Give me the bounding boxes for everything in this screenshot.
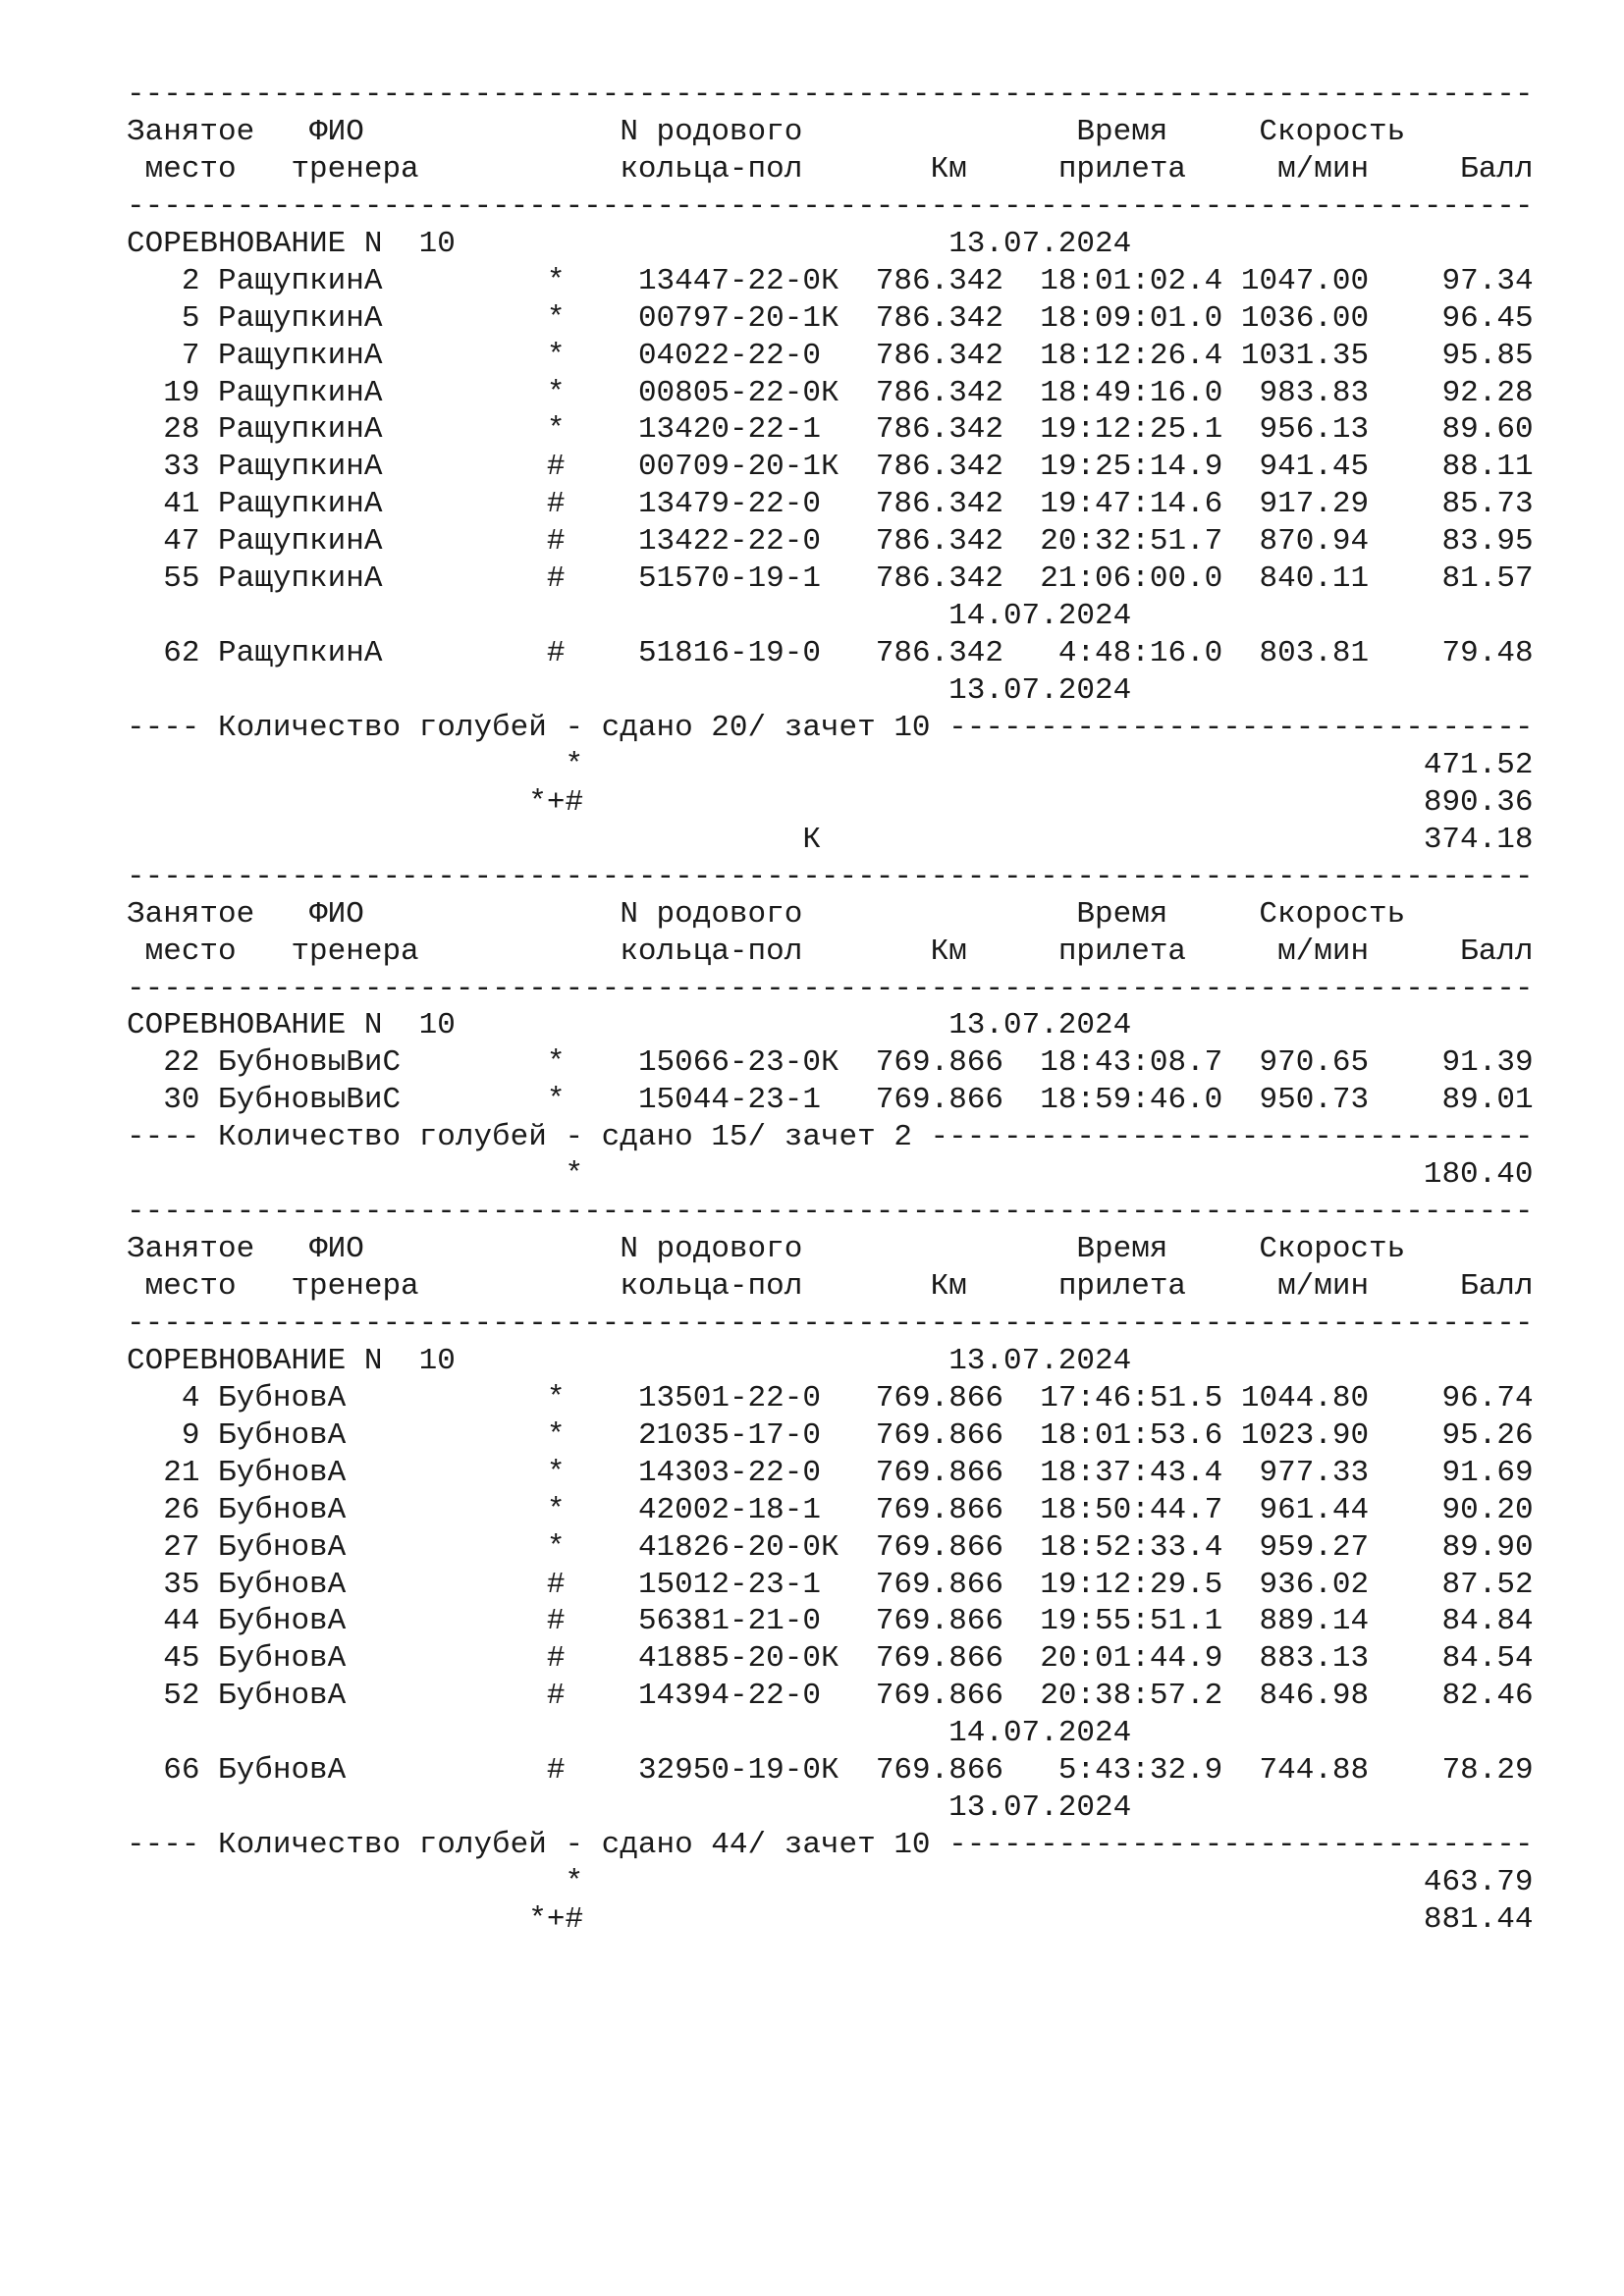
- col-name-label: ФИО: [309, 896, 364, 932]
- col-place-label: Занятое: [127, 1232, 255, 1267]
- trainer-cell: БубновА: [218, 1753, 347, 1789]
- score-cell: 84.54: [1441, 1641, 1534, 1677]
- score-cell: 88.11: [1441, 450, 1534, 485]
- col-time-sublabel: прилета: [1057, 934, 1187, 969]
- column-header-row-2: [127, 1268, 1550, 1306]
- time-cell: 19:12:25.1: [1040, 412, 1223, 448]
- mark-cell: *: [546, 375, 566, 410]
- trainer-cell: БубновыВиС: [218, 1045, 402, 1081]
- speed-cell: 936.02: [1259, 1567, 1370, 1602]
- ring-cell: 41826-20-0К: [637, 1529, 839, 1565]
- mark-cell: *: [546, 1045, 566, 1081]
- time-cell: 18:01:02.4: [1040, 263, 1223, 298]
- col-place-sublabel: место: [144, 934, 237, 969]
- time-cell: 19:25:14.9: [1040, 450, 1223, 485]
- competition-line: [127, 1007, 1550, 1044]
- table-row: [127, 1492, 1550, 1529]
- mark-cell: *: [546, 338, 566, 373]
- speed-cell: 977.33: [1259, 1455, 1370, 1490]
- col-time-label: Время: [1076, 896, 1168, 932]
- place-cell: 9: [181, 1417, 200, 1453]
- speed-cell: 1031.35: [1240, 338, 1370, 373]
- competition-label: СОРЕВНОВАНИЕ N: [127, 226, 383, 261]
- score-cell: 91.39: [1441, 1045, 1534, 1081]
- total-label: К: [802, 822, 821, 857]
- ring-cell: 15012-23-1: [637, 1567, 821, 1602]
- mark-cell: #: [546, 561, 566, 597]
- trainer-cell: БубновА: [218, 1604, 347, 1639]
- column-header-row-1: [127, 896, 1550, 934]
- place-cell: 33: [163, 450, 200, 485]
- place-cell: 41: [163, 487, 200, 522]
- col-speed-sublabel: м/мин: [1277, 151, 1370, 187]
- competition-line: [127, 226, 1550, 263]
- table-row: [127, 449, 1550, 486]
- time-cell: 18:43:08.7: [1040, 1045, 1223, 1081]
- ring-cell: 00805-22-0К: [637, 375, 839, 410]
- col-ring-label: N родового: [620, 896, 803, 932]
- total-value: 471.52: [1423, 747, 1534, 782]
- speed-cell: 917.29: [1259, 487, 1370, 522]
- col-speed-sublabel: м/мин: [1277, 1269, 1370, 1304]
- place-cell: 47: [163, 524, 200, 560]
- speed-cell: 744.88: [1259, 1753, 1370, 1789]
- divider: -----------------------------------------------------------------------------: [127, 188, 1534, 224]
- place-cell: 27: [163, 1529, 200, 1565]
- mark-cell: *: [546, 1417, 566, 1453]
- km-cell: 769.866: [875, 1455, 1004, 1490]
- km-cell: 786.342: [875, 412, 1004, 448]
- time-cell: 19:55:51.1: [1040, 1604, 1223, 1639]
- place-cell: 30: [163, 1083, 200, 1118]
- divider: -----------------------------------------------------------------------------: [127, 971, 1534, 1006]
- mark-cell: #: [546, 487, 566, 522]
- km-cell: 786.342: [875, 263, 1004, 298]
- col-ring-label: N родового: [620, 1232, 803, 1267]
- score-cell: 85.73: [1441, 487, 1534, 522]
- total-value: 180.40: [1423, 1157, 1534, 1193]
- total-label: *+#: [528, 784, 584, 820]
- mark-cell: #: [546, 1679, 566, 1714]
- trainer-cell: БубновыВиС: [218, 1083, 402, 1118]
- table-row: [127, 486, 1550, 523]
- competition-label: СОРЕВНОВАНИЕ N: [127, 1008, 383, 1043]
- trainer-cell: РащупкинА: [218, 375, 383, 410]
- table-row: [127, 1603, 1550, 1640]
- km-cell: 769.866: [875, 1604, 1004, 1639]
- speed-cell: 1023.90: [1240, 1417, 1370, 1453]
- mark-cell: *: [546, 412, 566, 448]
- table-row: [127, 1678, 1550, 1715]
- speed-cell: 959.27: [1259, 1529, 1370, 1565]
- trainer-cell: РащупкинА: [218, 263, 383, 298]
- trainer-cell: РащупкинА: [218, 338, 383, 373]
- col-time-label: Время: [1076, 1232, 1168, 1267]
- divider: -----------------------------------------------------------------------------: [127, 1306, 1534, 1341]
- col-ring-sublabel: кольца-пол: [620, 1269, 803, 1304]
- place-cell: 52: [163, 1679, 200, 1714]
- col-score-label: Балл: [1460, 151, 1534, 187]
- col-km-label: Км: [930, 151, 967, 187]
- score-cell: 92.28: [1441, 375, 1534, 410]
- col-place-label: Занятое: [127, 114, 255, 149]
- mark-cell: *: [546, 1083, 566, 1118]
- date-line: [127, 1789, 1550, 1827]
- speed-cell: 889.14: [1259, 1604, 1370, 1639]
- ring-cell: 04022-22-0: [637, 338, 821, 373]
- col-place-sublabel: место: [144, 1269, 237, 1304]
- ring-cell: 15044-23-1: [637, 1083, 821, 1118]
- col-speed-sublabel: м/мин: [1277, 934, 1370, 969]
- summary-line: ---- Количество голубей - сдано 15/ зачет 2 ---------------------------------: [127, 1120, 1534, 1155]
- mark-cell: #: [546, 450, 566, 485]
- km-cell: 769.866: [875, 1045, 1004, 1081]
- ring-cell: 14303-22-0: [637, 1455, 821, 1490]
- place-cell: 44: [163, 1604, 200, 1639]
- speed-cell: 840.11: [1259, 561, 1370, 597]
- km-cell: 769.866: [875, 1380, 1004, 1415]
- place-cell: 26: [163, 1492, 200, 1527]
- trainer-cell: БубновА: [218, 1641, 347, 1677]
- ring-cell: 32950-19-0К: [637, 1753, 839, 1789]
- table-row: [127, 338, 1550, 375]
- table-row: [127, 523, 1550, 561]
- table-row: [127, 1044, 1550, 1082]
- score-cell: 91.69: [1441, 1455, 1534, 1490]
- table-row: [127, 1082, 1550, 1119]
- column-header-row-1: [127, 1231, 1550, 1268]
- total-row: [127, 784, 1550, 822]
- score-cell: 89.90: [1441, 1529, 1534, 1565]
- speed-cell: 970.65: [1259, 1045, 1370, 1081]
- speed-cell: 983.83: [1259, 375, 1370, 410]
- km-cell: 786.342: [875, 636, 1004, 671]
- speed-cell: 941.45: [1259, 450, 1370, 485]
- km-cell: 769.866: [875, 1083, 1004, 1118]
- time-cell: 5:43:32.9: [1057, 1753, 1223, 1789]
- km-cell: 786.342: [875, 524, 1004, 560]
- place-cell: 4: [181, 1380, 200, 1415]
- score-cell: 87.52: [1441, 1567, 1534, 1602]
- col-km-label: Км: [930, 1269, 967, 1304]
- mark-cell: #: [546, 1567, 566, 1602]
- total-value: 890.36: [1423, 784, 1534, 820]
- competition-number: 10: [418, 1343, 456, 1378]
- score-cell: 96.45: [1441, 300, 1534, 336]
- table-row: [127, 635, 1550, 672]
- mark-cell: *: [546, 1492, 566, 1527]
- ring-cell: 41885-20-0К: [637, 1641, 839, 1677]
- trainer-cell: РащупкинА: [218, 487, 383, 522]
- score-cell: 90.20: [1441, 1492, 1534, 1527]
- place-cell: 45: [163, 1641, 200, 1677]
- ring-cell: 13447-22-0К: [637, 263, 839, 298]
- trainer-cell: РащупкинА: [218, 561, 383, 597]
- col-name-sublabel: тренера: [291, 151, 419, 187]
- time-cell: 18:49:16.0: [1040, 375, 1223, 410]
- time-cell: 18:01:53.6: [1040, 1417, 1223, 1453]
- speed-cell: 1044.80: [1240, 1380, 1370, 1415]
- time-cell: 19:47:14.6: [1040, 487, 1223, 522]
- trainer-cell: РащупкинА: [218, 636, 383, 671]
- table-row: [127, 300, 1550, 338]
- flight-date: 13.07.2024: [948, 1343, 1132, 1378]
- date-line: [127, 1715, 1550, 1752]
- km-cell: 786.342: [875, 338, 1004, 373]
- place-cell: 5: [181, 300, 200, 336]
- time-cell: 18:52:33.4: [1040, 1529, 1223, 1565]
- time-cell: 20:38:57.2: [1040, 1679, 1223, 1714]
- mark-cell: *: [546, 1380, 566, 1415]
- col-place-sublabel: место: [144, 151, 237, 187]
- col-time-sublabel: прилета: [1057, 151, 1187, 187]
- competition-label: СОРЕВНОВАНИЕ N: [127, 1343, 383, 1378]
- col-name-label: ФИО: [309, 1232, 364, 1267]
- time-cell: 18:12:26.4: [1040, 338, 1223, 373]
- total-value: 881.44: [1423, 1901, 1534, 1937]
- score-cell: 81.57: [1441, 561, 1534, 597]
- total-value: 374.18: [1423, 822, 1534, 857]
- summary-line: ---- Количество голубей - сдано 20/ зачет 10 --------------------------------: [127, 710, 1534, 745]
- trainer-cell: БубновА: [218, 1492, 347, 1527]
- summary-text: Количество голубей - сдано 20/ зачет 10: [218, 710, 931, 745]
- divider: -----------------------------------------------------------------------------: [127, 1195, 1534, 1230]
- time-cell: 18:50:44.7: [1040, 1492, 1223, 1527]
- competition-number: 10: [418, 1008, 456, 1043]
- km-cell: 769.866: [875, 1529, 1004, 1565]
- total-label: *: [565, 1865, 584, 1899]
- place-cell: 19: [163, 375, 200, 410]
- mark-cell: #: [546, 636, 566, 671]
- time-cell: 18:37:43.4: [1040, 1455, 1223, 1490]
- km-cell: 769.866: [875, 1417, 1004, 1453]
- summary-text: Количество голубей - сдано 15/ зачет 2: [218, 1120, 912, 1155]
- col-name-sublabel: тренера: [291, 934, 419, 969]
- place-cell: 66: [163, 1753, 200, 1789]
- time-cell: 20:01:44.9: [1040, 1641, 1223, 1677]
- km-cell: 786.342: [875, 300, 1004, 336]
- speed-cell: 803.81: [1259, 636, 1370, 671]
- trainer-cell: БубновА: [218, 1380, 347, 1415]
- time-cell: 18:09:01.0: [1040, 300, 1223, 336]
- score-cell: 97.34: [1441, 263, 1534, 298]
- flight-date: 13.07.2024: [948, 1790, 1132, 1826]
- score-cell: 82.46: [1441, 1679, 1534, 1714]
- time-cell: 20:32:51.7: [1040, 524, 1223, 560]
- total-row: [127, 747, 1550, 784]
- results-report: [127, 77, 1550, 1939]
- ring-cell: 42002-18-1: [637, 1492, 821, 1527]
- col-name-sublabel: тренера: [291, 1269, 419, 1304]
- speed-cell: 870.94: [1259, 524, 1370, 560]
- km-cell: 786.342: [875, 375, 1004, 410]
- table-row: [127, 1529, 1550, 1567]
- trainer-cell: БубновА: [218, 1455, 347, 1490]
- mark-cell: *: [546, 263, 566, 298]
- km-cell: 769.866: [875, 1753, 1004, 1789]
- trainer-cell: РащупкинА: [218, 450, 383, 485]
- place-cell: 21: [163, 1455, 200, 1490]
- total-row: [127, 822, 1550, 859]
- table-row: [127, 411, 1550, 449]
- mark-cell: #: [546, 1604, 566, 1639]
- col-score-label: Балл: [1460, 1269, 1534, 1304]
- place-cell: 2: [181, 263, 200, 298]
- speed-cell: 950.73: [1259, 1083, 1370, 1118]
- col-speed-label: Скорость: [1259, 1232, 1406, 1267]
- score-cell: 95.26: [1441, 1417, 1534, 1453]
- total-value: 463.79: [1423, 1865, 1534, 1899]
- table-row: [127, 263, 1550, 300]
- col-km-label: Км: [930, 934, 967, 969]
- trainer-cell: РащупкинА: [218, 412, 383, 448]
- table-row: [127, 561, 1550, 598]
- col-ring-sublabel: кольца-пол: [620, 934, 803, 969]
- score-cell: 83.95: [1441, 524, 1534, 560]
- speed-cell: 961.44: [1259, 1492, 1370, 1527]
- table-row: [127, 1380, 1550, 1417]
- km-cell: 769.866: [875, 1492, 1004, 1527]
- flight-date: 13.07.2024: [948, 1008, 1132, 1043]
- col-place-label: Занятое: [127, 896, 255, 932]
- col-name-label: ФИО: [309, 114, 364, 149]
- ring-cell: 13420-22-1: [637, 412, 821, 448]
- column-header-row-1: [127, 114, 1550, 151]
- table-row: [127, 1417, 1550, 1455]
- place-cell: 22: [163, 1045, 200, 1081]
- mark-cell: #: [546, 524, 566, 560]
- total-label: *: [565, 747, 584, 782]
- ring-cell: 00709-20-1К: [637, 450, 839, 485]
- ring-cell: 51816-19-0: [637, 636, 821, 671]
- speed-cell: 1036.00: [1240, 300, 1370, 336]
- trainer-cell: БубновА: [218, 1567, 347, 1602]
- speed-cell: 846.98: [1259, 1679, 1370, 1714]
- mark-cell: *: [546, 300, 566, 336]
- mark-cell: *: [546, 1529, 566, 1565]
- total-row: [127, 1156, 1550, 1194]
- trainer-cell: БубновА: [218, 1417, 347, 1453]
- table-row: [127, 1567, 1550, 1604]
- km-cell: 769.866: [875, 1641, 1004, 1677]
- flight-date: 13.07.2024: [948, 226, 1132, 261]
- score-cell: 78.29: [1441, 1753, 1534, 1789]
- speed-cell: 1047.00: [1240, 263, 1370, 298]
- trainer-cell: БубновА: [218, 1529, 347, 1565]
- mark-cell: #: [546, 1753, 566, 1789]
- ring-cell: 00797-20-1К: [637, 300, 839, 336]
- column-header-row-2: [127, 151, 1550, 188]
- divider: -----------------------------------------------------------------------------: [127, 859, 1534, 894]
- col-speed-label: Скорость: [1259, 896, 1406, 932]
- place-cell: 55: [163, 561, 200, 597]
- col-time-label: Время: [1076, 114, 1168, 149]
- mark-cell: #: [546, 1641, 566, 1677]
- speed-cell: 883.13: [1259, 1641, 1370, 1677]
- col-ring-label: N родового: [620, 114, 803, 149]
- km-cell: 786.342: [875, 450, 1004, 485]
- score-cell: 89.60: [1441, 412, 1534, 448]
- time-cell: 18:59:46.0: [1040, 1083, 1223, 1118]
- place-cell: 7: [181, 338, 200, 373]
- column-header-row-2: [127, 934, 1550, 971]
- ring-cell: 15066-23-0К: [637, 1045, 839, 1081]
- time-cell: 19:12:29.5: [1040, 1567, 1223, 1602]
- place-cell: 35: [163, 1567, 200, 1602]
- table-row: [127, 1455, 1550, 1492]
- date-line: [127, 672, 1550, 710]
- time-cell: 21:06:00.0: [1040, 561, 1223, 597]
- total-row: [127, 1901, 1550, 1939]
- ring-cell: 51570-19-1: [637, 561, 821, 597]
- score-cell: 84.84: [1441, 1604, 1534, 1639]
- total-row: [127, 1864, 1550, 1901]
- col-time-sublabel: прилета: [1057, 1269, 1187, 1304]
- time-cell: 17:46:51.5: [1040, 1380, 1223, 1415]
- score-cell: 96.74: [1441, 1380, 1534, 1415]
- flight-date: 13.07.2024: [948, 673, 1132, 708]
- col-speed-label: Скорость: [1259, 114, 1406, 149]
- table-row: [127, 1752, 1550, 1789]
- score-cell: 79.48: [1441, 636, 1534, 671]
- speed-cell: 956.13: [1259, 412, 1370, 448]
- score-cell: 89.01: [1441, 1083, 1534, 1118]
- km-cell: 769.866: [875, 1679, 1004, 1714]
- total-label: *+#: [528, 1901, 584, 1937]
- ring-cell: 56381-21-0: [637, 1604, 821, 1639]
- table-row: [127, 375, 1550, 412]
- table-row: [127, 1640, 1550, 1678]
- km-cell: 769.866: [875, 1567, 1004, 1602]
- col-score-label: Балл: [1460, 934, 1534, 969]
- trainer-cell: РащупкинА: [218, 524, 383, 560]
- summary-line: ---- Количество голубей - сдано 44/ зачет 10 --------------------------------: [127, 1828, 1534, 1863]
- time-cell: 4:48:16.0: [1057, 636, 1223, 671]
- ring-cell: 13479-22-0: [637, 487, 821, 522]
- trainer-cell: РащупкинА: [218, 300, 383, 336]
- ring-cell: 13501-22-0: [637, 1380, 821, 1415]
- score-cell: 95.85: [1441, 338, 1534, 373]
- date-line: [127, 598, 1550, 635]
- flight-date: 14.07.2024: [948, 599, 1132, 634]
- divider: -----------------------------------------------------------------------------: [127, 78, 1534, 112]
- place-cell: 28: [163, 412, 200, 448]
- col-ring-sublabel: кольца-пол: [620, 151, 803, 187]
- mark-cell: *: [546, 1455, 566, 1490]
- km-cell: 786.342: [875, 561, 1004, 597]
- trainer-cell: БубновА: [218, 1679, 347, 1714]
- km-cell: 786.342: [875, 487, 1004, 522]
- ring-cell: 21035-17-0: [637, 1417, 821, 1453]
- place-cell: 62: [163, 636, 200, 671]
- competition-number: 10: [418, 226, 456, 261]
- competition-line: [127, 1343, 1550, 1380]
- summary-text: Количество голубей - сдано 44/ зачет 10: [218, 1828, 931, 1863]
- total-label: *: [565, 1157, 584, 1193]
- ring-cell: 13422-22-0: [637, 524, 821, 560]
- flight-date: 14.07.2024: [948, 1716, 1132, 1751]
- ring-cell: 14394-22-0: [637, 1679, 821, 1714]
